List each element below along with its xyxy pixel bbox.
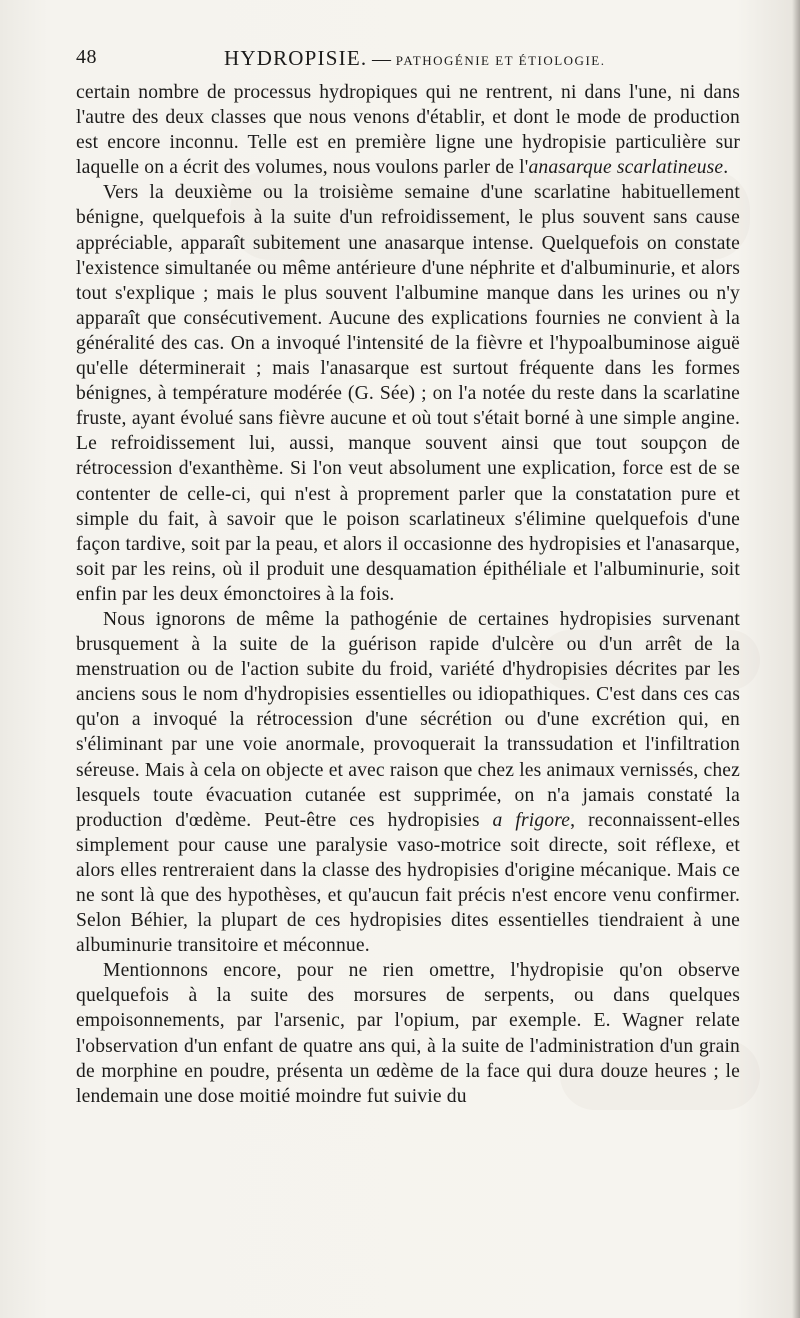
italic-term: a frigore bbox=[492, 809, 571, 831]
italic-term: anasarque scarlatineuse bbox=[528, 157, 724, 179]
body-text bbox=[76, 80, 740, 1109]
running-head-separator: — bbox=[372, 49, 392, 70]
running-head-title: HYDROPISIE. bbox=[224, 46, 368, 70]
page-edge-shadow bbox=[792, 0, 800, 1318]
page-header bbox=[76, 42, 736, 74]
running-head bbox=[224, 46, 605, 71]
page-number: 48 bbox=[76, 46, 97, 68]
paragraph: Vers la deuxième ou la troisième semaine d'une scarlatine habituellement bénigne, quelquefois à la suite d'un refroidissement, le plus souvent sans cause appréciable, apparaît subitement une anasarque intense. Quelquefois on constate l'existence simultanée ou même antérieure d'une néphrite et d'albuminurie, et alors tout s'explique ; mais le plus souvent l'albumine manque dans les urines ou n'y apparaît que consécutivement. Aucune des explications fournies ne convient à la généralité des cas. On a invoqué l'intensité de la fièvre et l'hypoalbuminose aiguë qu'elle déterminerait ; mais l'anasarque est surtout fréquente dans les formes bénignes, à température modérée (G. Sée) ; on l'a notée du reste dans la scarlatine fruste, ayant évolué sans fièvre aucune et où tout s'était borné à une simple angine. Le refroidissement lui, aussi, manque souvent ainsi que tout soupçon de rétrocession d'exanthème. Si l'on veut absolument une explication, force est de se contenter de celle-ci, qui n'est à proprement parler que la constatation pure et simple du fait, à savoir que le poison scarlatineux s'élimine quelquefois d'une façon tardive, soit par la peau, et alors il occasionne des hydropisies et l'anasarque, soit par les reins, où il produit une desquamation épithéliale et l'albuminurie, soit enfin par les deux émonctoires à la fois. bbox=[76, 182, 740, 605]
paragraph: Nous ignorons de même la pathogénie de certaines hydropisies survenant brusquement à la suite de la guérison rapide d'ulcère ou d'un arrêt de la menstruation ou de l'action subite du froid, variété d'hydropisies décrites par les anciens sous le nom d'hydropisies essentielles ou idiopathiques. C'est dans ces cas qu'on a invoqué la rétrocession d'une sécrétion ou d'une excrétion qui, en s'éliminant par une voie anormale, provoquerait la transsudation et l'infiltration séreuse. Mais à cela on objecte et avec raison que chez les animaux vernissés, chez lesquels toute évacuation cutanée est supprimée, on n'a jamais constaté la production d'œdème. Peut-être ces hydropisies a frigore, reconnaissent-elles simplement pour cause une paralysie vaso-motrice soit directe, soit réflexe, et alors elles rentreraient dans la classe des hydropisies d'origine mécanique. Mais ce ne sont là que des hypothèses, et qu'aucun fait précis n'est encore venu confirmer. Selon Béhier, la plupart de ces hydropisies dites essentielles tiendraient à une albuminurie transitoire et méconnue. bbox=[76, 608, 741, 957]
paragraph: Mentionnons encore, pour ne rien omettre, l'hydropisie qu'on observe quelquefois à la suite des morsures de serpents, ou dans quelques empoisonnements, par l'arsenic, par l'opium, par exemple. E. Wagner relate l'observation d'un enfant de quatre ans qui, à la suite de l'administration d'un grain de morphine en poudre, présenta un œdème de la face qui dura douze heures ; le lendemain une dose moitié moindre fut suivie du bbox=[76, 960, 740, 1107]
paragraph: certain nombre de processus hydropiques qui ne rentrent, ni dans l'une, ni dans l'autre des deux classes que nous venons d'établir, et dont le mode de production est encore inconnu. Telle est en première ligne une hydropisie particulière sur laquelle on a écrit des volumes, nous voulons parler de l'anasarque scarlatineuse. bbox=[76, 82, 740, 179]
running-head-subtitle: PATHOGÉNIE ET ÉTIOLOGIE. bbox=[395, 53, 606, 68]
